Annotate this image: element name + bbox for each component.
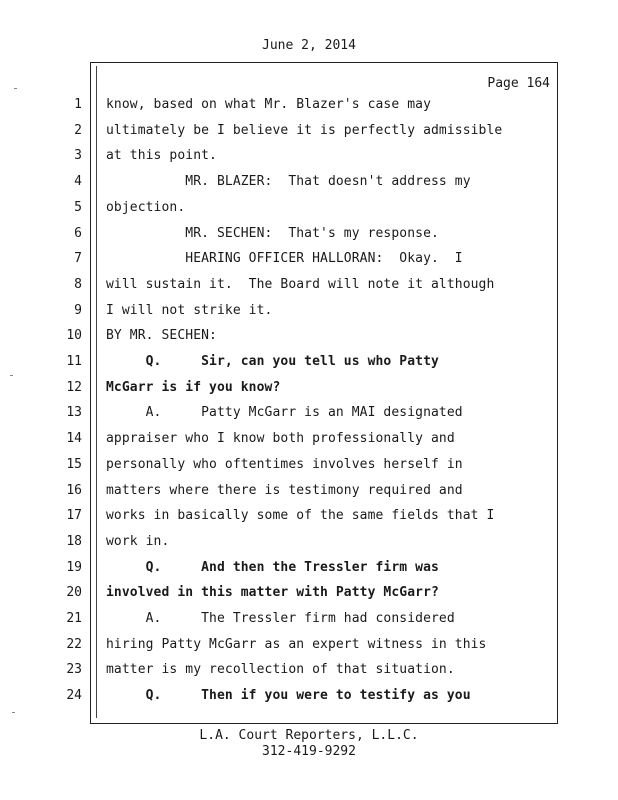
court-reporter-phone: 312-419-9292 [262, 744, 356, 759]
transcript-line: A. The Tressler firm had considered [106, 611, 455, 626]
line-number: 22 [66, 637, 82, 652]
transcript-line: know, based on what Mr. Blazer's case may [106, 97, 431, 112]
line-number: 16 [66, 483, 82, 498]
transcript-line: personally who oftentimes involves herself in [106, 457, 463, 472]
transcript-line: ultimately be I believe it is perfectly admissible [106, 123, 503, 138]
transcript-line: matter is my recollection of that situation. [106, 662, 455, 677]
line-number: 10 [66, 328, 82, 343]
transcript-line: MR. BLAZER: That doesn't address my [106, 174, 471, 189]
transcript-line: Q. Then if you were to testify as you [106, 688, 471, 703]
transcript-line: work in. [106, 534, 170, 549]
transcript-line: works in basically some of the same fields that I [106, 508, 495, 523]
scan-speck [10, 375, 13, 376]
line-number: 3 [74, 148, 82, 163]
line-number: 9 [74, 303, 82, 318]
transcript-footer [0, 728, 618, 760]
transcript-line: will sustain it. The Board will note it although [106, 277, 495, 292]
transcript-line: objection. [106, 200, 186, 215]
line-number: 14 [66, 431, 82, 446]
transcript-line: BY MR. SECHEN: [106, 328, 217, 343]
page-number: Page 164 [487, 76, 550, 91]
line-number: 20 [66, 585, 82, 600]
line-number: 23 [66, 662, 82, 677]
line-number: 11 [66, 354, 82, 369]
transcript-line: at this point. [106, 148, 217, 163]
line-number: 8 [74, 277, 82, 292]
line-number: 7 [74, 251, 82, 266]
line-number: 19 [66, 560, 82, 575]
margin-rule [96, 66, 97, 718]
transcript-line: I will not strike it. [106, 303, 273, 318]
transcript-date: June 2, 2014 [262, 38, 356, 53]
line-number: 13 [66, 405, 82, 420]
court-reporter-name: L.A. Court Reporters, L.L.C. [199, 728, 419, 743]
scan-speck [14, 88, 17, 89]
transcript-line: hiring Patty McGarr as an expert witness in this [106, 637, 487, 652]
transcript-line: Q. Sir, can you tell us who Patty [106, 354, 439, 369]
transcript-line: matters where there is testimony required and [106, 483, 463, 498]
line-number: 15 [66, 457, 82, 472]
line-number: 1 [74, 97, 82, 112]
line-number: 12 [66, 380, 82, 395]
transcript-line: Q. And then the Tressler firm was [106, 560, 439, 575]
line-number: 2 [74, 123, 82, 138]
transcript-line: A. Patty McGarr is an MAI designated [106, 405, 463, 420]
transcript-line: involved in this matter with Patty McGarr? [106, 585, 439, 600]
line-number: 18 [66, 534, 82, 549]
line-number: 17 [66, 508, 82, 523]
line-number: 6 [74, 226, 82, 241]
transcript-line: HEARING OFFICER HALLORAN: Okay. I [106, 251, 463, 266]
transcript-line: MR. SECHEN: That's my response. [106, 226, 439, 241]
scan-speck [12, 712, 15, 713]
line-number: 5 [74, 200, 82, 215]
line-number: 4 [74, 174, 82, 189]
transcript-line: McGarr is if you know? [106, 380, 281, 395]
transcript-line: appraiser who I know both professionally and [106, 431, 455, 446]
line-number: 21 [66, 611, 82, 626]
line-number: 24 [66, 688, 82, 703]
